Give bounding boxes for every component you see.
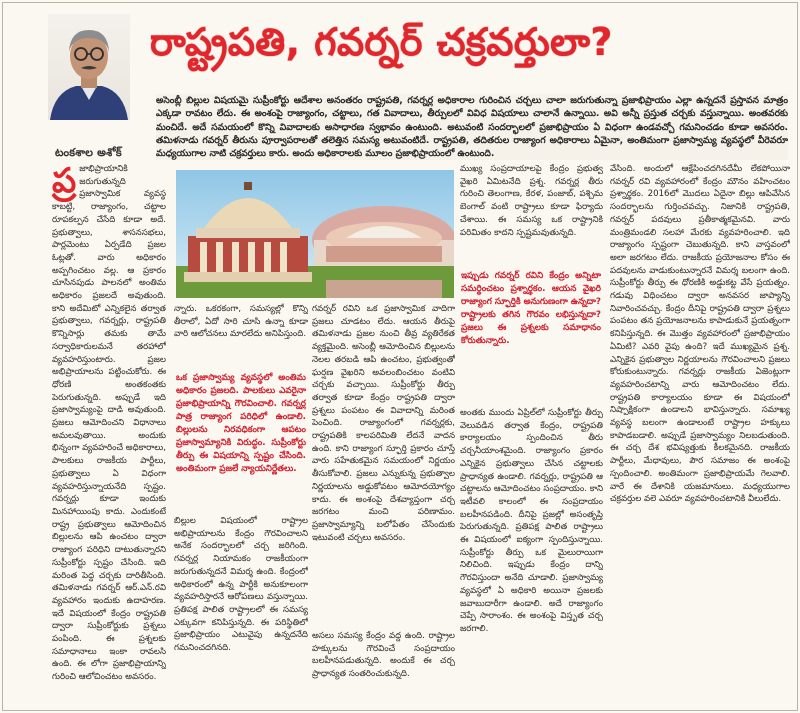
author-photo [48, 14, 130, 120]
column-4-top: ముఖ్య సంప్రదాయాలపై కేంద్రం ప్రభుత్వ వైఖరి ఏమిటనేది ప్రశ్న. గవర్నర్ల తీరు గురించి తెలంగాణ, కేరళ, పంజాబ్, పశ్చిమ బెంగాల్ వంటి రాష్ట్రాలు కూడా ఫిర్యాదు చేశాయి. ఈ సమస్య ఒక రాష్ట్రానికి పరిమితం కాదని స్పష్టమవుతున్నది. [460, 164, 603, 238]
column-1-text: జాభిప్రాయానికి జరుగుతున్నది ప్రజాస్వామిక వ్యవస్థ కాబట్టి, రాజ్యాంగం, చట్టాల రూపకల్పన చేసేది కూడా అదే. ప్రభుత్వాలు, శాసనసభలు, పార్లమెంటు ఏర్పడేది ప్రజల ఓట్లతో. వారు అధికారం అప్పగించటం వల్ల. ఆ ప్రకారం చూసినపుడు పాలనలో అంతిమ అధికారం ప్రజలదే అవుతుంది. కాని అదేమిటో ఎన్నికలైన తర్వాత ప్రభుత్వాలు, గవర్నర్లు, రాష్ట్రపతి కొన్నిసార్లు తమకు తామే సర్వాధికారులమనే తరహాలో వ్యవహరిస్తుంటారు. ప్రజల అభిప్రాయాలను పట్టించుకోరు. ఈ ధోరణి అంతకంతకు పెరుగుతున్నది. అప్పుడే ఇది ప్రజాస్వామ్యంపై దాడి అవుతుంది. ప్రజలు ఆమోదించని విధానాలు అమలవుతాయి. అందుకు భిన్నంగా వ్యవహరించే అధికారాలు, పాలకులు రాజకీయ పార్టీలు, ప్రభుత్వాలు ఏ విధంగా వ్యవహరిస్తున్నాయనేది స్పష్టం. గవర్నర్లు కూడా ఇందుకు మినహాయింపు కాదు. ఎందుకంటే రాష్ట్ర ప్రభుత్వాలు ఆమోదించిన బిల్లులను ఆపి ఉంచటం ద్వారా రాజ్యాంగ పరిధిని దాటుతున్నారని సుప్రీంకోర్టు స్పష్టం చేసింది. ఇది మరింత పెద్ద చర్చకు దారితీసింది. తమిళనాడు గవర్నర్ ఆర్.ఎన్.రవి వ్యవహారం ఇందుకు ఉదాహరణ. ఇదే విషయంలో కేంద్రం రాష్ట్రపతి ద్వారా సుప్రీంకోర్టుకు ప్రశ్నలు పంపింది. ఈ ప్రశ్నలకు సమాధానాలు ఇంకా రావలసి ఉంది. ఈ లోగా ప్రజాభిప్రాయాన్ని గురించి ఆలోచించటం అవసరం. [52, 164, 166, 683]
column-2-bottom: బిల్లుల విషయంలో రాష్ట్రాల అభిప్రాయాలను కేంద్రం గౌరవించాలని అనేక సందర్భాలలో చర్చ జరిగింది. గవర్నర్ల నియామకం రాజకీయంగా జరుగుతున్నదనే విమర్శ ఉంది. కేంద్రంలో అధికారంలో ఉన్న పార్టీకి అనుకూలంగా వ్యవహరిస్తారనే ఆరోపణలు వస్తున్నాయి. ప్రతిపక్ష పాలిత రాష్ట్రాలలో ఈ సమస్య ఎక్కువగా కనిపిస్తున్నది. ఈ పరిస్థితిలో ప్రజాభిప్రాయం ఎటువైపు ఉన్నదనేది గమనించదగినది. [174, 516, 308, 654]
column-3-top: గవర్నర్ రవిని ఒక ప్రజాస్వామిక వాదిగా ప్రజలు చూడటం లేదు. ఆయన తీరుపై తమిళనాడు ప్రజల నుంచి తీవ్ర వ్యతిరేకత వ్యక్తమైంది. అసెంబ్లీ ఆమోదించిన బిల్లులను నెలల తరబడి ఆపి ఉంచటం, ప్రభుత్వంతో ఘర్షణ వైఖరిని అవలంబించటం వంటివి చర్చకు వచ్చాయి. సుప్రీంకోర్టు తీర్పు తర్వాత కూడా కేంద్రం రాష్ట్రపతి ద్వారా ప్రశ్నలు పంపటం ఈ వివాదాన్ని మరింత పెంచింది. రాజ్యాంగంలో గవర్నర్లకు, రాష్ట్రపతికి కాలపరిమితి లేదనే వాదన ఉంది. కాని రాజ్యాంగ స్ఫూర్తి ప్రకారం చూస్తే వారు సహేతుకమైన సమయంలో నిర్ణయం తీసుకోవాలి. ప్రజలు ఎన్నుకున్న ప్రభుత్వాల నిర్ణయాలను అడ్డుకోవటం ఆమోదయోగ్యం కాదు. ఈ అంశంపై దేశవ్యాప్తంగా చర్చ జరగటం మంచి పరిణామం. ప్రజాస్వామ్యాన్ని బలోపేతం చేసేందుకు ఇటువంటి చర్చలు అవసరం. [312, 304, 455, 543]
column-5: వేసింది. అందులో ఆక్షేపించదగినదేమీ లేకపోయినా గవర్నర్ రవి వ్యవహారంలో కేంద్రం మౌనం వహించటం ప్రశ్నార్థకం. 2016లో మొదలు ఏదైనా బిల్లు ఆపివేసిన సందర్భాలను గుర్తించవచ్చు. నిజానికి రాష్ట్రపతి, గవర్నర్ పదవులు ప్రతీకాత్మకమైనవి. వారు మంత్రిమండలి సలహా మేరకు వ్యవహరించాలి. ఇది రాజ్యాంగం స్పష్టంగా చెబుతున్నది. కాని వాస్తవంలో అలా జరగటం లేదు. రాజకీయ ప్రయోజనాల కోసం ఈ పదవులను వాడుకుంటున్నారనే విమర్శ బలంగా ఉంది. సుప్రీంకోర్టు తీర్పు ఈ ధోరణికి అడ్డుకట్ట వేసే ప్రయత్నం. గడువు విధించటం ద్వారా అనవసర జాప్యాన్ని నివారించవచ్చు. కేంద్రం దీనిపై రాష్ట్రపతి ద్వారా ప్రశ్నలు పంపటం తన ప్రయోజనాలను కాపాడుకునే ప్రయత్నంగా కనిపిస్తున్నది. ఈ మొత్తం వ్యవహారంలో ప్రజాభిప్రాయం ఏమిటి? ఎవరి వైపు ఉంది? ఇదే ముఖ్యమైన ప్రశ్న. ఎన్నికైన ప్రభుత్వాల నిర్ణయాలను గౌరవించాలని ప్రజలు కోరుకుంటున్నారు. గవర్నర్లు రాజకీయ ఏజెంట్లుగా వ్యవహరించటాన్ని వారు ఆమోదించటం లేదు. రాష్ట్రపతి కార్యాలయం కూడా ఈ విషయంలో నిష్పాక్షికంగా ఉండాలని భావిస్తున్నారు. సమాఖ్య వ్యవస్థ బలంగా ఉండాలంటే రాష్ట్రాల హక్కులు కాపాడబడాలి. అప్పుడే ప్రజాస్వామ్యం నిలబడుతుంది. ఈ చర్చ దేశ భవిష్యత్తుకు కీలకమైనది. రాజకీయ పార్టీలు, మేధావులు, పౌర సమాజం ఈ అంశంపై స్పందించాలి. అంతిమంగా ప్రజాభిప్రాయమే గెలవాలి. వారే ఈ దేశానికి యజమానులు. మధ్యయుగాల చక్రవర్తుల వలె ఎవరూ వ్యవహరించటానికి వీలులేదు. [610, 164, 790, 505]
intro-paragraph: అసెంబ్లీ బిల్లుల విషయమై సుప్రీంకోర్టు ఆదేశాల అనంతరం రాష్ట్రపతి, గవర్నర్ల అధికారాల గురించిన చర్చలు చాలా జరుగుతున్నా ప్రజాభిప్రాయం ఎల్లా ఉన్నదనే ప్రస్తావన మాత్రం ఎక్కడా రావటం లేదు. ఈ అంశంపై రాజ్యాంగం, చట్టాలు, గత వివాదాలు, తీర్పులలో వివిధ విషయాలు చాలానే ఉన్నాయి. అవి అన్నీ ప్రస్తుత చర్చకు వస్తున్నాయి. అంతవరకు మంచిదే. అదే సమయంలో కొన్ని వివాదాలకు అసాధారణ స్వభావం ఉంటుంది. అటువంటి సందర్భాలలో ప్రజాభిప్రాయం ఏ విధంగా ఉండవచ్చో గమనించడం కూడా అవసరం. తమిళనాడు గవర్నర్ తీరును పూర్వాపరాలతో తలెత్తిన సమస్య అటువంటిదే. రాష్ట్రపతి, తదితరుల రాజ్యాంగ అధికారాలు ఏమైనా, అంతిమంగా ప్రజాస్వామ్య వ్యవస్థలో వీరెవరూ మధ్యయుగాల నాటి చక్రవర్తులు కారు. అందు అధికారాలకు మూలం ప్రజాభిప్రాయంలో ఉంటుంది. [156, 95, 788, 160]
author-byline: టంకశాల అశోక్ [55, 146, 122, 159]
drop-cap: ప్ర [52, 163, 77, 201]
column-2-top: న్నారు. ఒకరకంగా, సమస్యల్లో కొన్ని తీరాలో, ఏదో సారి చూసి ఉన్నా కూడా వారి ఆలోచనలు మారలేదు అనిపిస్తుంది. [174, 304, 308, 340]
author-portrait-icon [48, 14, 130, 120]
supreme-court-parliament-icon [176, 170, 454, 298]
parliament-court-illustration [176, 170, 454, 298]
pull-quote-1: ఒక ప్రజాస్వామ్య వ్యవస్థలో అంతిమ అధికారం ప్రజలది. పాలకులు ఎవరైనా ప్రజాభిప్రాయాన్ని గౌరవించాలి. గవర్నర్ల పాత్ర రాజ్యాంగ పరిధిలో ఉండాలి. బిల్లులను నిరవధికంగా ఆపటం ప్రజాస్వామ్యానికి విరుద్ధం. సుప్రీంకోర్టు తీర్పు ఈ విషయాన్ని స్పష్టం చేసింది. అంతిమంగా ప్రజలే న్యాయనిర్ణేతలు. [176, 373, 306, 474]
headline: రాష్ట్రపతి, గవర్నర్ చక్రవర్తులా? [150, 20, 613, 64]
pull-quote-2: ఇప్పుడు గవర్నర్ రవిని కేంద్రం అన్నిటా సమర్థించటం ప్రశ్నార్థకం. ఆయన వైఖరి రాజ్యాంగ స్ఫూర్తికి అనుగుణంగా ఉన్నదా? రాష్ట్రాలకు తగిన గౌరవం లభిస్తున్నదా? ప్రజలు ఈ ప్రశ్నలకు సమాధానం కోరుతున్నారు. [461, 271, 601, 346]
column-3-bottom: అసలు సమస్య కేంద్రం వద్ద ఉంది. రాష్ట్రాల హక్కులను గౌరవించే సంప్రదాయం బలహీనపడుతున్నది. అందుకే ఈ చర్చ ప్రాధాన్యత సంతరించుకున్నది. [312, 631, 455, 680]
column-4-bottom: అంతకు ముందు ఏప్రిల్‌లో సుప్రీంకోర్టు తీర్పు వెలువడిన తర్వాత కేంద్రం, రాష్ట్రపతి కార్యాలయం స్పందించిన తీరు చర్చనీయాంశమైంది. రాజ్యాంగం ప్రకారం ఎన్నికైన ప్రభుత్వాలు చేసిన చట్టాలకు ప్రాధాన్యత ఉండాలి. గవర్నర్లు, రాష్ట్రపతి ఆ చట్టాలను ఆమోదించటం సంప్రదాయం. కాని ఇటీవలి కాలంలో ఈ సంప్రదాయం బలహీనపడింది. దీనిపై ప్రజల్లో అసంతృప్తి పెరుగుతున్నది. ప్రతిపక్ష పాలిత రాష్ట్రాలు ఈ విషయంలో ఐక్యంగా స్పందిస్తున్నాయి. సుప్రీంకోర్టు తీర్పు ఒక మైలురాయిగా నిలిచింది. ఇప్పుడు కేంద్రం దాన్ని గౌరవిస్తుందా అనేది చూడాలి. ప్రజాస్వామ్య వ్యవస్థలో ఏ అధికారి అయినా ప్రజలకు జవాబుదారీగా ఉండాలి. అదే రాజ్యాంగం చెప్పే సారాంశం. ఈ అంశంపై విస్తృత చర్చ జరగాలి. [460, 408, 603, 634]
column-1 [52, 163, 166, 708]
